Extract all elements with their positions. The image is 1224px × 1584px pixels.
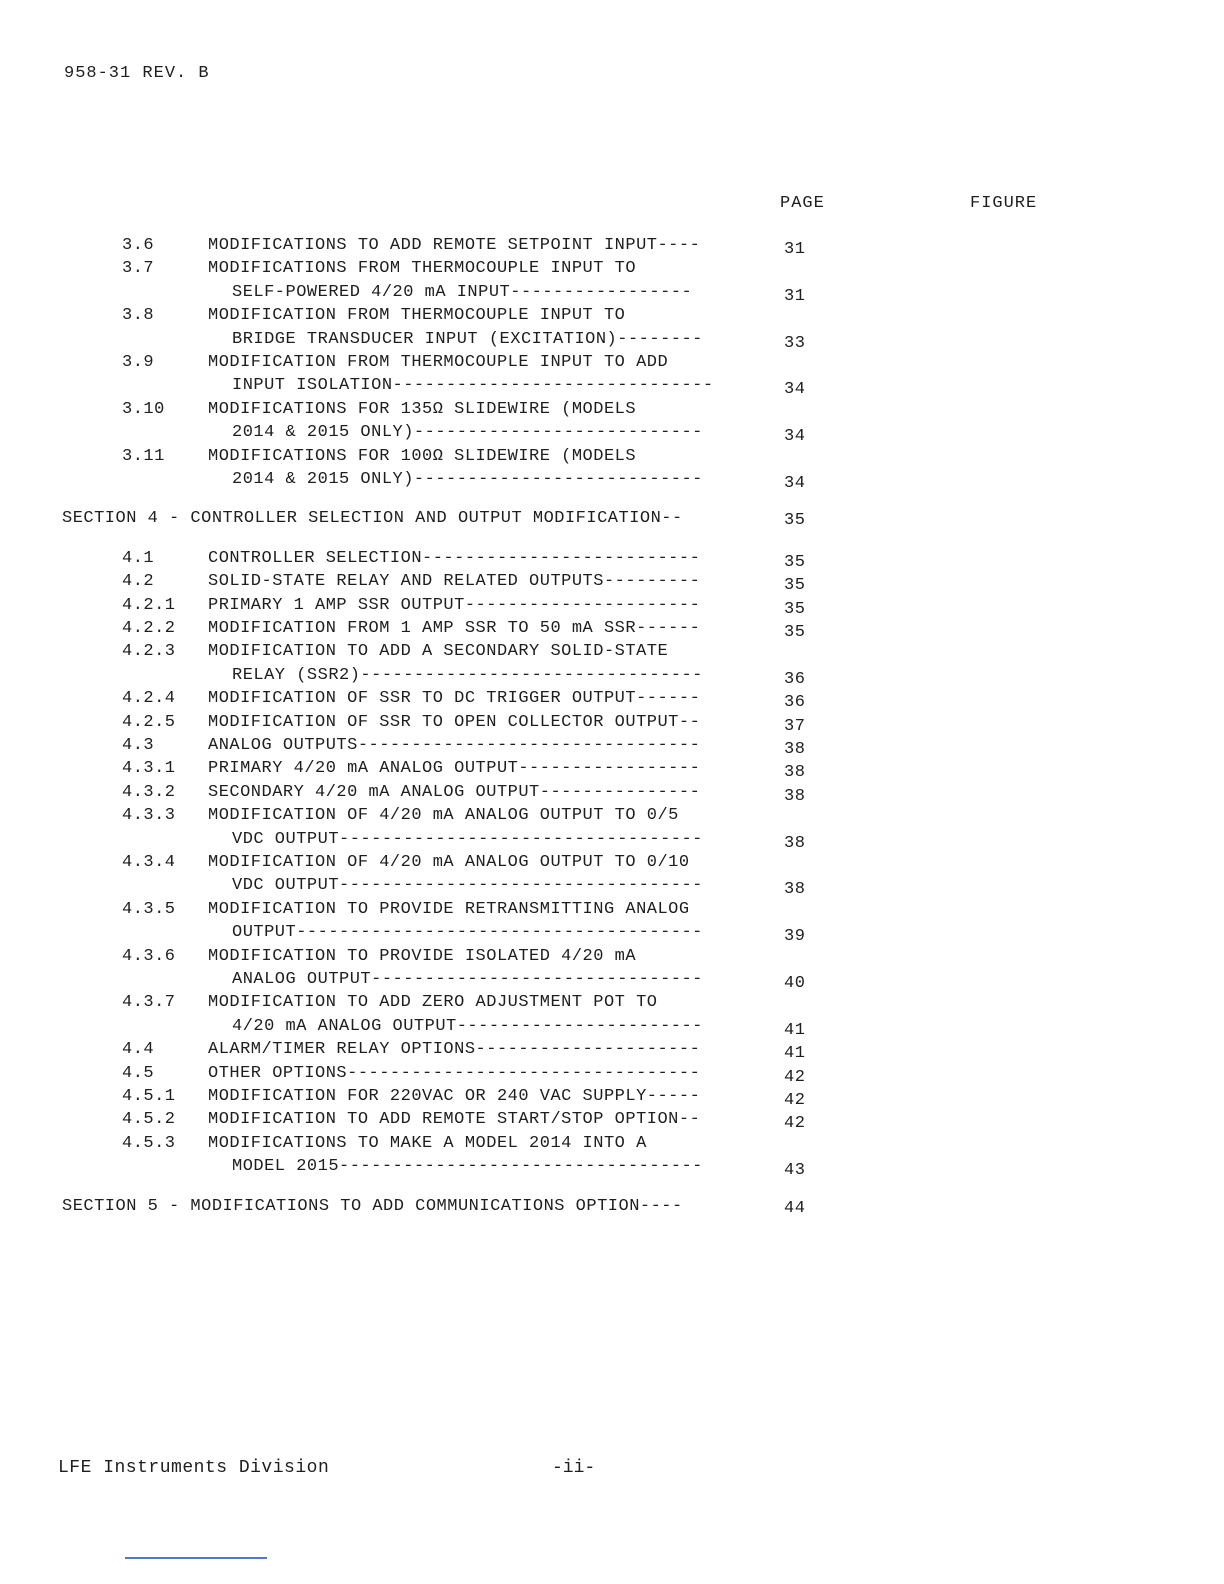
entry-title-continuation: BRIDGE TRANSDUCER INPUT (EXCITATION)-------- — [232, 329, 703, 349]
document-id: 958-31 REV. B — [64, 64, 210, 83]
page-number: 38 — [784, 763, 806, 783]
toc-entry — [0, 945, 1224, 969]
page-number: 37 — [784, 716, 806, 736]
section-number: 3.11 — [122, 446, 165, 466]
page-number: 34 — [784, 427, 806, 447]
page-number: 42 — [784, 1091, 806, 1110]
toc-entry — [0, 617, 1224, 641]
page-number: 31 — [784, 286, 806, 306]
entry-title: MODIFICATIONS TO MAKE A MODEL 2014 INTO A — [208, 1133, 647, 1153]
section-number: 4.5.1 — [122, 1087, 176, 1106]
entry-title: MODIFICATION OF 4/20 mA ANALOG OUTPUT TO 0/5 — [208, 806, 679, 826]
toc-entry — [0, 304, 1224, 328]
section-number: 4.2.1 — [122, 595, 176, 615]
page-number: 42 — [784, 1067, 806, 1087]
section-number: 4.2.3 — [122, 642, 176, 662]
toc-entry — [0, 734, 1224, 758]
toc-entry — [0, 1132, 1224, 1156]
toc-entry-continuation — [0, 1015, 1224, 1039]
section-number: 4.3.4 — [122, 853, 176, 872]
toc-entry — [0, 445, 1224, 469]
entry-title: MODIFICATION FROM THERMOCOUPLE INPUT TO — [208, 306, 626, 326]
section-number: 4.2.5 — [122, 712, 176, 732]
section-number: 4.3.5 — [122, 899, 176, 919]
toc-entry — [0, 640, 1224, 664]
toc-entry-continuation — [0, 828, 1224, 852]
toc-entry-continuation — [0, 664, 1224, 688]
section-number: 3.9 — [122, 353, 155, 372]
toc-entry-continuation — [0, 968, 1224, 992]
entry-title: MODIFICATION OF SSR TO DC TRIGGER OUTPUT------ — [208, 689, 701, 709]
toc-entry — [0, 570, 1224, 594]
page-number: 35 — [784, 576, 806, 596]
toc-entry-continuation — [0, 874, 1224, 898]
toc-entry-continuation — [0, 374, 1224, 398]
entry-title-continuation: ANALOG OUTPUT------------------------------- — [232, 970, 703, 989]
entry-title: MODIFICATION OF 4/20 mA ANALOG OUTPUT TO 0/10 — [208, 853, 690, 872]
toc-entry — [0, 234, 1224, 258]
section-number: 4.3.2 — [122, 782, 176, 802]
page-number: 38 — [784, 740, 806, 759]
toc-entry — [0, 1038, 1224, 1062]
page-number: 31 — [784, 240, 806, 259]
page-column-header: PAGE — [780, 194, 825, 213]
entry-title-continuation: 2014 & 2015 ONLY)--------------------------- — [232, 470, 703, 489]
page-number: 36 — [784, 693, 806, 713]
toc-entry — [0, 804, 1224, 828]
section-heading — [0, 1195, 1224, 1219]
section-number: 4.5 — [122, 1063, 155, 1083]
page-number: 33 — [784, 333, 806, 353]
page-number: 38 — [784, 833, 806, 853]
toc-entry-continuation — [0, 281, 1224, 305]
decorative-underline — [125, 1557, 267, 1559]
entry-title: MODIFICATIONS TO ADD REMOTE SETPOINT INPUT---- — [208, 236, 701, 255]
entry-title: CONTROLLER SELECTION-------------------------- — [208, 548, 701, 568]
toc-entry — [0, 1085, 1224, 1109]
entry-title-continuation: VDC OUTPUT---------------------------------- — [232, 829, 703, 849]
section-number: 3.8 — [122, 306, 155, 326]
entry-title: MODIFICATION OF SSR TO OPEN COLLECTOR OUTPUT-- — [208, 712, 701, 732]
entry-title: SECONDARY 4/20 mA ANALOG OUTPUT--------------- — [208, 782, 701, 802]
toc-entry — [0, 898, 1224, 922]
section-number: 4.5.3 — [122, 1133, 176, 1153]
toc-entry — [0, 1062, 1224, 1086]
section-number: 4.2.2 — [122, 619, 176, 638]
toc-entry-continuation — [0, 421, 1224, 445]
section-number: 4.2 — [122, 572, 155, 592]
section-heading — [0, 507, 1224, 531]
toc-entry-continuation — [0, 328, 1224, 352]
page-number: 34 — [784, 380, 806, 400]
footer-division: LFE Instruments Division — [58, 1458, 330, 1478]
entry-title-continuation: MODEL 2015---------------------------------- — [232, 1157, 703, 1177]
page-number: 44 — [784, 1198, 806, 1218]
section-number: 4.5.2 — [122, 1110, 176, 1130]
page-number: 41 — [784, 1044, 806, 1064]
section-number: 4.1 — [122, 548, 155, 568]
entry-title: PRIMARY 1 AMP SSR OUTPUT---------------------- — [208, 595, 701, 615]
toc-entry-continuation — [0, 1155, 1224, 1179]
section-number: 4.3.1 — [122, 759, 176, 779]
entry-title-continuation: SELF-POWERED 4/20 mA INPUT----------------- — [232, 282, 693, 302]
page-number: 40 — [784, 974, 806, 993]
section-number: 4.3.7 — [122, 993, 176, 1013]
entry-title-continuation: 2014 & 2015 ONLY)--------------------------- — [232, 423, 703, 443]
toc-entry — [0, 594, 1224, 618]
entry-title: OTHER OPTIONS--------------------------------- — [208, 1063, 701, 1083]
entry-title: MODIFICATION TO ADD REMOTE START/STOP OPTION-- — [208, 1110, 701, 1130]
entry-title-continuation: INPUT ISOLATION------------------------------ — [232, 376, 714, 396]
section-title: SECTION 5 - MODIFICATIONS TO ADD COMMUNICATIONS OPTION---- — [62, 1196, 683, 1216]
entry-title: MODIFICATION TO PROVIDE RETRANSMITTING ANALOG — [208, 899, 690, 919]
page-number: 43 — [784, 1161, 806, 1181]
figure-column-header: FIGURE — [970, 194, 1038, 213]
toc-entry — [0, 398, 1224, 422]
toc-entry — [0, 851, 1224, 875]
toc-entry — [0, 1108, 1224, 1132]
page-number: 39 — [784, 927, 806, 947]
entry-title: MODIFICATIONS FOR 100Ω SLIDEWIRE (MODELS — [208, 446, 637, 466]
entry-title: MODIFICATION TO ADD A SECONDARY SOLID-STATE — [208, 642, 669, 662]
page-number: 35 — [784, 552, 806, 572]
toc-entry-continuation — [0, 468, 1224, 492]
entry-title: MODIFICATION FOR 220VAC OR 240 VAC SUPPLY----- — [208, 1087, 701, 1106]
footer-page-number: -ii- — [552, 1458, 596, 1478]
toc-entry — [0, 991, 1224, 1015]
entry-title: MODIFICATION TO ADD ZERO ADJUSTMENT POT TO — [208, 993, 658, 1013]
entry-title: ALARM/TIMER RELAY OPTIONS--------------------- — [208, 1040, 701, 1060]
entry-title: MODIFICATIONS FOR 135Ω SLIDEWIRE (MODELS — [208, 399, 637, 419]
entry-title: MODIFICATIONS FROM THERMOCOUPLE INPUT TO — [208, 259, 637, 279]
page-number: 38 — [784, 880, 806, 900]
section-number: 4.3.6 — [122, 946, 176, 966]
section-number: 4.4 — [122, 1040, 155, 1060]
section-title: SECTION 4 - CONTROLLER SELECTION AND OUTPUT MODIFICATION-- — [62, 509, 683, 529]
page-number: 36 — [784, 669, 806, 689]
entry-title-continuation: VDC OUTPUT---------------------------------- — [232, 876, 703, 896]
entry-title: MODIFICATION FROM 1 AMP SSR TO 50 mA SSR------ — [208, 619, 701, 638]
toc-entry — [0, 547, 1224, 571]
toc-entry — [0, 711, 1224, 735]
toc-entry — [0, 757, 1224, 781]
toc-entry — [0, 687, 1224, 711]
entry-title: PRIMARY 4/20 mA ANALOG OUTPUT----------------- — [208, 759, 701, 779]
page-number: 35 — [784, 511, 806, 531]
entry-title-continuation: RELAY (SSR2)-------------------------------- — [232, 665, 703, 685]
section-number: 4.3 — [122, 736, 155, 755]
entry-title: MODIFICATION FROM THERMOCOUPLE INPUT TO ADD — [208, 353, 669, 372]
toc-entry — [0, 257, 1224, 281]
toc-entry-continuation — [0, 921, 1224, 945]
section-number: 3.6 — [122, 236, 155, 255]
page-number: 42 — [784, 1114, 806, 1134]
entry-title: SOLID-STATE RELAY AND RELATED OUTPUTS--------- — [208, 572, 701, 592]
section-number: 4.3.3 — [122, 806, 176, 826]
entry-title-continuation: OUTPUT-------------------------------------- — [232, 923, 703, 943]
page-number: 38 — [784, 786, 806, 806]
section-number: 4.2.4 — [122, 689, 176, 709]
page-number: 34 — [784, 474, 806, 493]
page-number: 35 — [784, 623, 806, 642]
page-number: 41 — [784, 1020, 806, 1040]
page-number: 35 — [784, 599, 806, 619]
section-number: 3.7 — [122, 259, 155, 279]
entry-title: MODIFICATION TO PROVIDE ISOLATED 4/20 mA — [208, 946, 637, 966]
toc-entry — [0, 351, 1224, 375]
toc-entry — [0, 781, 1224, 805]
section-number: 3.10 — [122, 399, 165, 419]
entry-title-continuation: 4/20 mA ANALOG OUTPUT----------------------- — [232, 1016, 703, 1036]
entry-title: ANALOG OUTPUTS-------------------------------- — [208, 736, 701, 755]
